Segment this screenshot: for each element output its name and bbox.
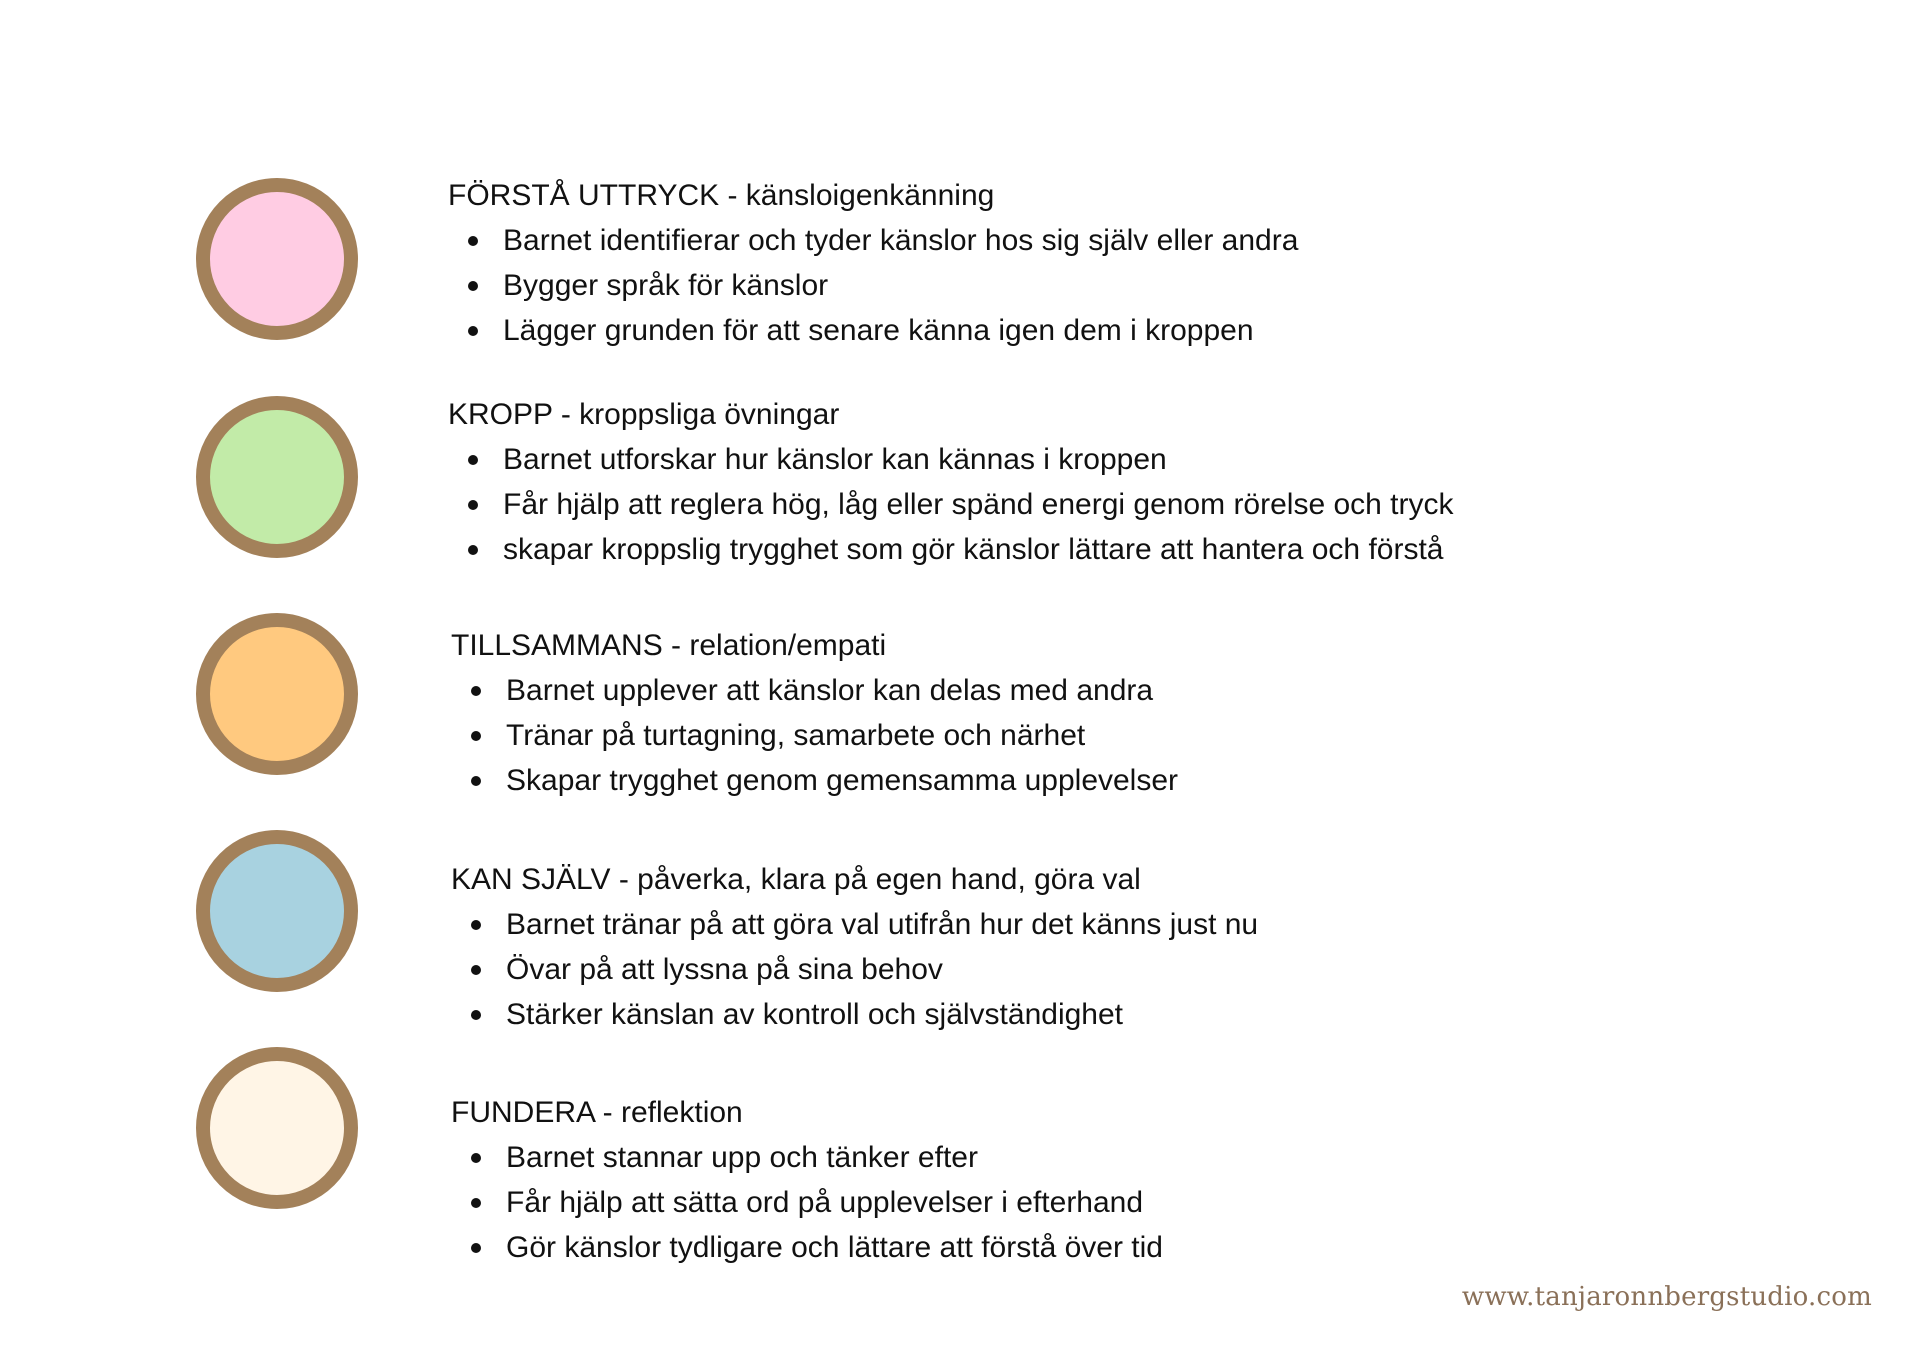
bullet-icon: [471, 731, 481, 741]
list-item: Barnet tränar på att göra val utifrån hur det känns just nu: [451, 902, 1258, 947]
orange-circle-icon: [196, 613, 358, 775]
footer-website-url[interactable]: www.tanjaronnbergstudio.com: [1461, 1282, 1872, 1312]
section-heading: KROPP - kroppsliga övningar: [448, 398, 840, 431]
list-item: Tränar på turtagning, samarbete och närhet: [451, 713, 1178, 758]
list-item: Övar på att lyssna på sina behov: [451, 947, 1258, 992]
list-item: Barnet upplever att känslor kan delas med andra: [451, 668, 1178, 713]
section-heading: TILLSAMMANS - relation/empati: [451, 629, 887, 662]
list-item: Får hjälp att sätta ord på upplevelser i efterhand: [451, 1180, 1163, 1225]
list-item: skapar kroppslig trygghet som gör känslor lättare att hantera och förstå: [448, 527, 1454, 572]
bullet-icon: [471, 1153, 481, 1163]
bullet-icon: [471, 1198, 481, 1208]
pink-circle-icon: [196, 178, 358, 340]
blue-circle-icon: [196, 830, 358, 992]
bullet-icon: [471, 920, 481, 930]
list-item: Lägger grunden för att senare känna igen dem i kroppen: [448, 308, 1298, 353]
section-heading: KAN SJÄLV - påverka, klara på egen hand, göra val: [451, 863, 1141, 896]
list-item: Gör känslor tydligare och lättare att förstå över tid: [451, 1225, 1163, 1270]
section-heading: FUNDERA - reflektion: [451, 1096, 743, 1129]
bullet-icon: [468, 281, 478, 291]
bullet-icon: [468, 326, 478, 336]
list-item: Får hjälp att reglera hög, låg eller spänd energi genom rörelse och tryck: [448, 482, 1454, 527]
bullet-icon: [471, 776, 481, 786]
bullet-icon: [468, 236, 478, 246]
bullet-icon: [468, 455, 478, 465]
list-item: Skapar trygghet genom gemensamma upplevelser: [451, 758, 1178, 803]
list-item: Barnet utforskar hur känslor kan kännas i kroppen: [448, 437, 1454, 482]
bullet-icon: [468, 545, 478, 555]
bullet-icon: [468, 500, 478, 510]
bullet-icon: [471, 965, 481, 975]
green-circle-icon: [196, 396, 358, 558]
list-item: Barnet identifierar och tyder känslor hos sig själv eller andra: [448, 218, 1298, 263]
section-heading: FÖRSTÅ UTTRYCK - känsloigenkänning: [448, 179, 995, 212]
bullet-icon: [471, 1010, 481, 1020]
list-item: Barnet stannar upp och tänker efter: [451, 1135, 1163, 1180]
list-item: Bygger språk för känslor: [448, 263, 1298, 308]
bullet-icon: [471, 686, 481, 696]
bullet-icon: [471, 1243, 481, 1253]
list-item: Stärker känslan av kontroll och självständighet: [451, 992, 1258, 1037]
cream-circle-icon: [196, 1047, 358, 1209]
